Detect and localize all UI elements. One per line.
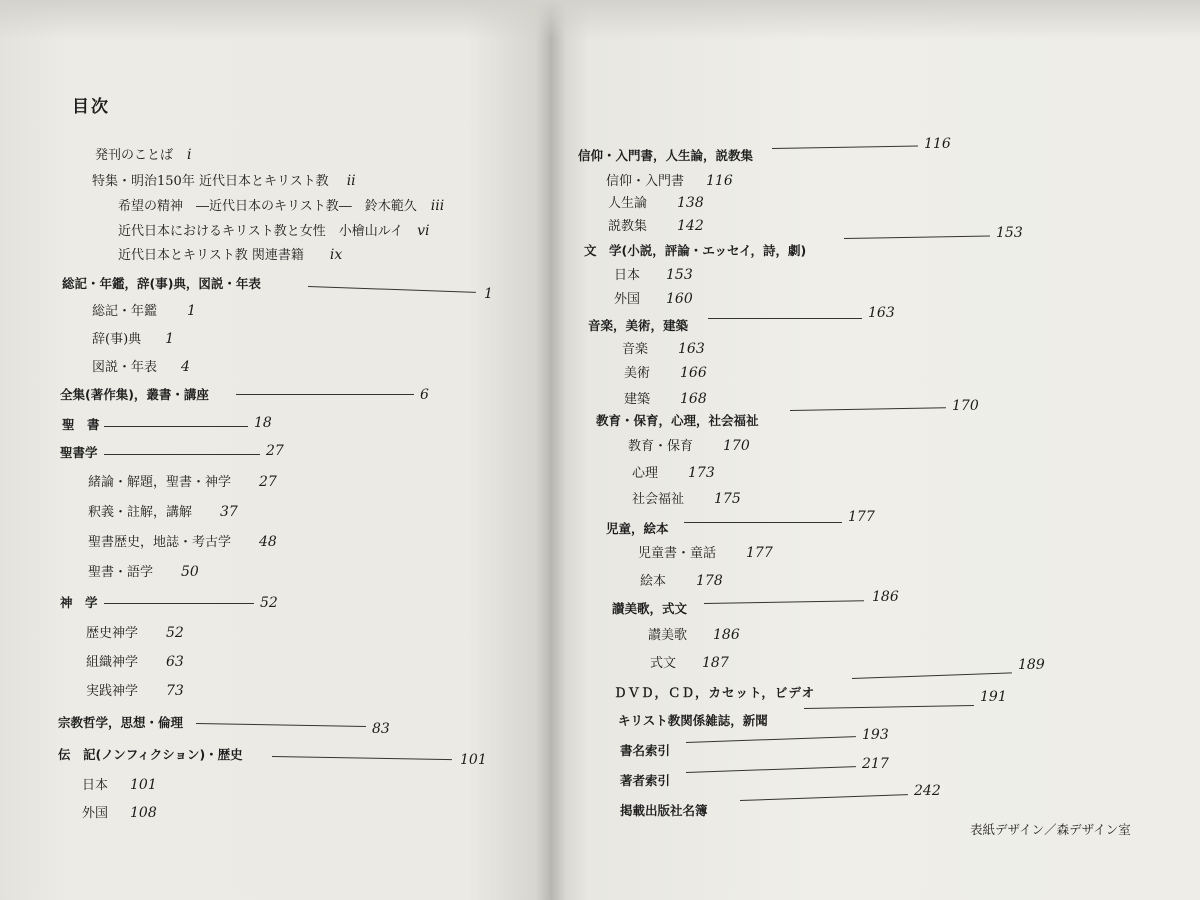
- toc-heading: 総記・年鑑，辞(事)典，図説・年表: [62, 276, 261, 291]
- toc-heading: 児童，絵本: [606, 521, 669, 536]
- page-number: 83: [372, 721, 390, 737]
- page-title: 目次: [72, 97, 110, 117]
- entry-label: 信仰・入門書: [606, 174, 685, 189]
- leader-line: [104, 603, 254, 604]
- page-number: ii: [346, 173, 356, 189]
- entry-label: 希望の精神 ―近代日本のキリスト教― 鈴木範久: [118, 199, 417, 214]
- leader-line: [708, 318, 862, 319]
- page-number: 189: [1018, 657, 1045, 673]
- toc-entry: [622, 340, 705, 359]
- entry-label: 人生論: [608, 196, 648, 211]
- page-number: 193: [862, 727, 889, 743]
- page-number: 1: [187, 303, 196, 319]
- toc-entry: [628, 437, 750, 456]
- toc-entry: [95, 146, 192, 165]
- page-number: 242: [914, 783, 941, 799]
- page-number: 153: [666, 267, 693, 283]
- page-number: 177: [746, 545, 773, 561]
- entry-label: 近代日本におけるキリスト教と女性 小檜山ルイ: [118, 224, 404, 239]
- toc-heading: 神 学: [60, 595, 98, 610]
- page-number: 18: [254, 415, 272, 431]
- toc-entry: [118, 197, 444, 216]
- toc-entry: [86, 624, 184, 643]
- entry-label: 近代日本とキリスト教 関連書籍: [118, 248, 304, 263]
- entry-label: 聖書・語学: [88, 565, 154, 580]
- page-number: vi: [417, 223, 430, 239]
- entry-label: 緒論・解題，聖書・神学: [88, 475, 232, 490]
- toc-entry: [118, 222, 429, 241]
- page-number: 4: [181, 359, 190, 375]
- page-number: 52: [260, 595, 278, 611]
- page-number: 108: [130, 805, 157, 821]
- entry-label: 実践神学: [86, 684, 139, 699]
- page-number: 37: [220, 504, 238, 520]
- entry-label: 社会福祉: [632, 492, 685, 507]
- toc-heading: キリスト教関係雑誌，新聞: [618, 713, 768, 728]
- toc-entry: [608, 217, 704, 236]
- toc-entry: [86, 682, 184, 701]
- toc-heading: 書名索引: [620, 743, 671, 758]
- entry-label: 特集・明治150年 近代日本とキリスト教: [92, 174, 329, 189]
- toc-entry: [624, 364, 707, 383]
- toc-heading: 伝 記(ノンフィクション)・歴史: [58, 747, 243, 762]
- page-number: 168: [680, 391, 707, 407]
- toc-heading: 信仰・入門書，人生論，説教集: [578, 148, 754, 163]
- entry-label: 辞(事)典: [92, 332, 142, 347]
- entry-label: 総記・年鑑: [92, 304, 158, 319]
- leader-line: [236, 394, 414, 395]
- page-number: 116: [706, 173, 733, 189]
- entry-label: 式文: [650, 656, 677, 671]
- page-number: i: [187, 147, 192, 163]
- toc-entry: [638, 544, 773, 563]
- entry-label: 美術: [624, 366, 651, 381]
- toc-entry: [82, 804, 157, 823]
- page-number: ix: [329, 247, 343, 263]
- entry-label: 教育・保育: [628, 439, 694, 454]
- page-number: 27: [266, 443, 284, 459]
- leader-line: [104, 426, 248, 427]
- toc-heading: 讃美歌，式文: [612, 601, 688, 616]
- entry-label: 聖書歴史，地誌・考古学: [88, 535, 232, 550]
- page-number: 173: [688, 465, 715, 481]
- toc-entry: [86, 653, 184, 672]
- toc-entry: [632, 490, 741, 509]
- toc-entry: [614, 290, 693, 309]
- page-number: 142: [677, 218, 704, 234]
- entry-label: 発刊のことば: [95, 148, 174, 163]
- page-number: 50: [181, 564, 199, 580]
- page-number: 101: [130, 777, 157, 793]
- toc-heading: 音楽，美術，建築: [588, 318, 689, 333]
- toc-heading: 著者索引: [620, 773, 671, 788]
- entry-label: 日本: [82, 778, 109, 793]
- toc-entry: [88, 503, 238, 522]
- page-number: 52: [166, 625, 184, 641]
- page-number: 163: [868, 305, 895, 321]
- toc-heading: 教育・保育，心理，社会福祉: [596, 413, 759, 428]
- toc-entry: [82, 776, 157, 795]
- entry-label: 釈義・註解，講解: [88, 505, 193, 520]
- toc-entry: [92, 358, 190, 377]
- page-number: 186: [713, 627, 740, 643]
- entry-label: 外国: [82, 806, 109, 821]
- toc-entry: [650, 654, 729, 673]
- cover-design-credit: 表紙デザイン／森デザイン室: [970, 822, 1131, 837]
- page-number: 27: [259, 474, 277, 490]
- toc-entry: [88, 563, 199, 582]
- toc-entry: [608, 194, 704, 213]
- toc-heading: 文 学(小説，評論・エッセイ，詩，劇): [584, 243, 807, 258]
- toc-heading: 宗教哲学，思想・倫理: [58, 715, 184, 730]
- page-number: iii: [430, 198, 445, 214]
- toc-entry: [88, 533, 277, 552]
- page-number: 73: [166, 683, 184, 699]
- entry-label: 組織神学: [86, 655, 139, 670]
- page-number: 116: [924, 136, 951, 152]
- toc-entry: [640, 572, 723, 591]
- entry-label: 音楽: [622, 342, 649, 357]
- page-number: 1: [484, 286, 493, 302]
- entry-label: 絵本: [640, 574, 667, 589]
- entry-label: 讃美歌: [648, 628, 688, 643]
- page-number: 177: [848, 509, 875, 525]
- page-number: 163: [678, 341, 705, 357]
- toc-entry: [632, 464, 715, 483]
- entry-label: 歴史神学: [86, 626, 139, 641]
- page-number: 153: [996, 225, 1023, 241]
- page-number: 138: [677, 195, 704, 211]
- page-number: 217: [862, 756, 889, 772]
- page-number: 170: [723, 438, 750, 454]
- toc-entry: [606, 172, 733, 191]
- toc-entry: [92, 302, 196, 321]
- entry-label: 建築: [624, 392, 651, 407]
- page-number: 175: [714, 491, 741, 507]
- page-number: 101: [460, 752, 487, 768]
- book-gutter: [536, 0, 566, 900]
- page-number: 187: [702, 655, 729, 671]
- page-number: 160: [666, 291, 693, 307]
- entry-label: 説教集: [608, 219, 648, 234]
- page-number: 63: [166, 654, 184, 670]
- toc-heading: ＤＶＤ，ＣＤ，カセット，ビデオ: [614, 685, 816, 700]
- page-number: 1: [165, 331, 175, 347]
- page-number: 191: [980, 689, 1007, 705]
- entry-label: 図説・年表: [92, 360, 158, 375]
- leader-line: [684, 522, 842, 523]
- page-number: 48: [259, 534, 277, 550]
- page-number: 166: [680, 365, 707, 381]
- toc-entry: [92, 330, 174, 349]
- toc-heading: 全集(著作集)，叢書・講座: [60, 387, 209, 402]
- page-number: 6: [420, 387, 429, 403]
- page-number: 186: [872, 589, 899, 605]
- toc-entry: [624, 390, 707, 409]
- toc-entry: [118, 246, 342, 265]
- toc-heading: 聖 書: [62, 417, 100, 432]
- entry-label: 日本: [614, 268, 641, 283]
- toc-entry: [88, 473, 277, 492]
- toc-heading: 掲載出版社名簿: [620, 803, 708, 818]
- entry-label: 外国: [614, 292, 641, 307]
- entry-label: 児童書・童話: [638, 546, 717, 561]
- toc-entry: [92, 172, 356, 191]
- page-number: 170: [952, 398, 979, 414]
- entry-label: 心理: [632, 466, 659, 481]
- toc-entry: [648, 626, 740, 645]
- page-top-shadow: [0, 0, 1200, 40]
- page-number: 178: [696, 573, 723, 589]
- leader-line: [104, 454, 260, 455]
- toc-entry: [614, 266, 693, 285]
- toc-heading: 聖書学: [60, 445, 98, 460]
